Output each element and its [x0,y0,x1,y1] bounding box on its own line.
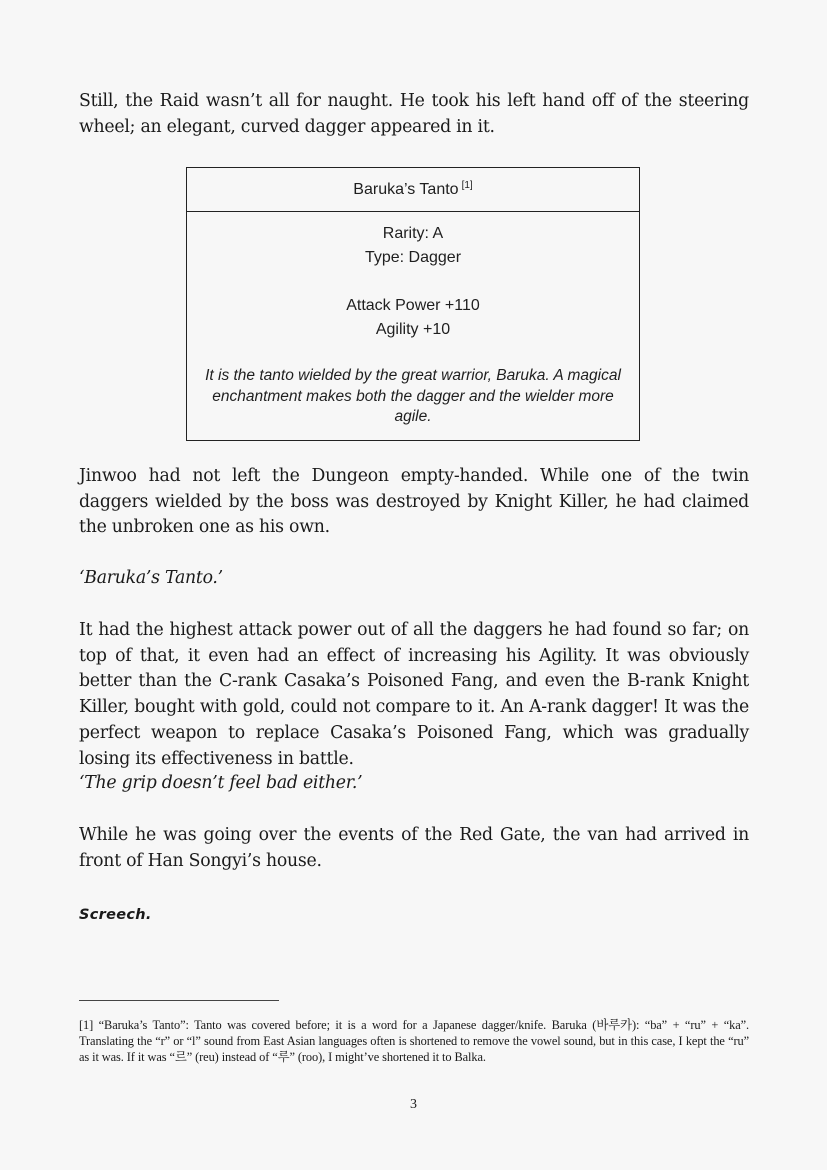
item-attack-power: Attack Power +110 [346,297,480,314]
item-info-box [186,167,640,441]
item-title: Baruka’s Tanto [353,180,459,198]
page-number: 3 [410,1097,417,1112]
item-stats [187,212,639,428]
item-title-row [187,168,639,212]
item-rarity: Rarity: A [382,225,444,242]
paragraph-raid: Still, the Raid wasn’t all for naught. He took his left hand off of the steering wheel; an elegant, curved dagger appeared in it. [79,91,749,137]
footnote-reference[interactable]: [1] [461,180,473,191]
sound-effect: Screech. [79,907,152,923]
footnote-text: [1] “Baruka’s Tanto”: Tanto was covered before; it is a word for a Japanese dagger/knife. Baruka (바루카): “ba” + “ru” + “ka”. Translating the “r” or “l” sound from East Asian languages often is shortened to remove the vowel sound, but in this case, I kept the “ru” as it was. If it was “르” (reu) instead of “루” (roo), I might’ve shortened it to Balka. [79,1018,749,1065]
footnote-divider [79,1000,279,1001]
paragraph-thought-tanto: ‘Baruka’s Tanto.’ [79,568,223,588]
paragraph-van-arrived: While he was going over the events of the Red Gate, the van had arrived in front of Han Songyi’s house. [79,825,749,871]
paragraph-attack-power: It had the highest attack power out of all the daggers he had found so far; on top of that, it even had an effect of increasing his Agility. It was obviously better than the C-rank Casaka’s Poisoned Fang, and even the B-rank Knight Killer, bought with gold, could not compare to it. An A-rank dagger! It was the perfect weapon to replace Casaka’s Poisoned Fang, which was gradually losing its effectiveness in battle. [79,620,749,769]
item-type: Type: Dagger [364,249,462,266]
item-agility: Agility +10 [375,321,451,338]
paragraph-jinwoo: Jinwoo had not left the Dungeon empty-handed. While one of the twin daggers wielded by the boss was destroyed by Knight Killer, he had claimed the unbroken one as his own. [79,466,749,538]
paragraph-thought-grip: ‘The grip doesn’t feel bad either.’ [79,773,363,793]
item-description: It is the tanto wielded by the great warrior, Baruka. A magical enchantment makes both the dagger and the wielder more agile. [205,367,621,425]
